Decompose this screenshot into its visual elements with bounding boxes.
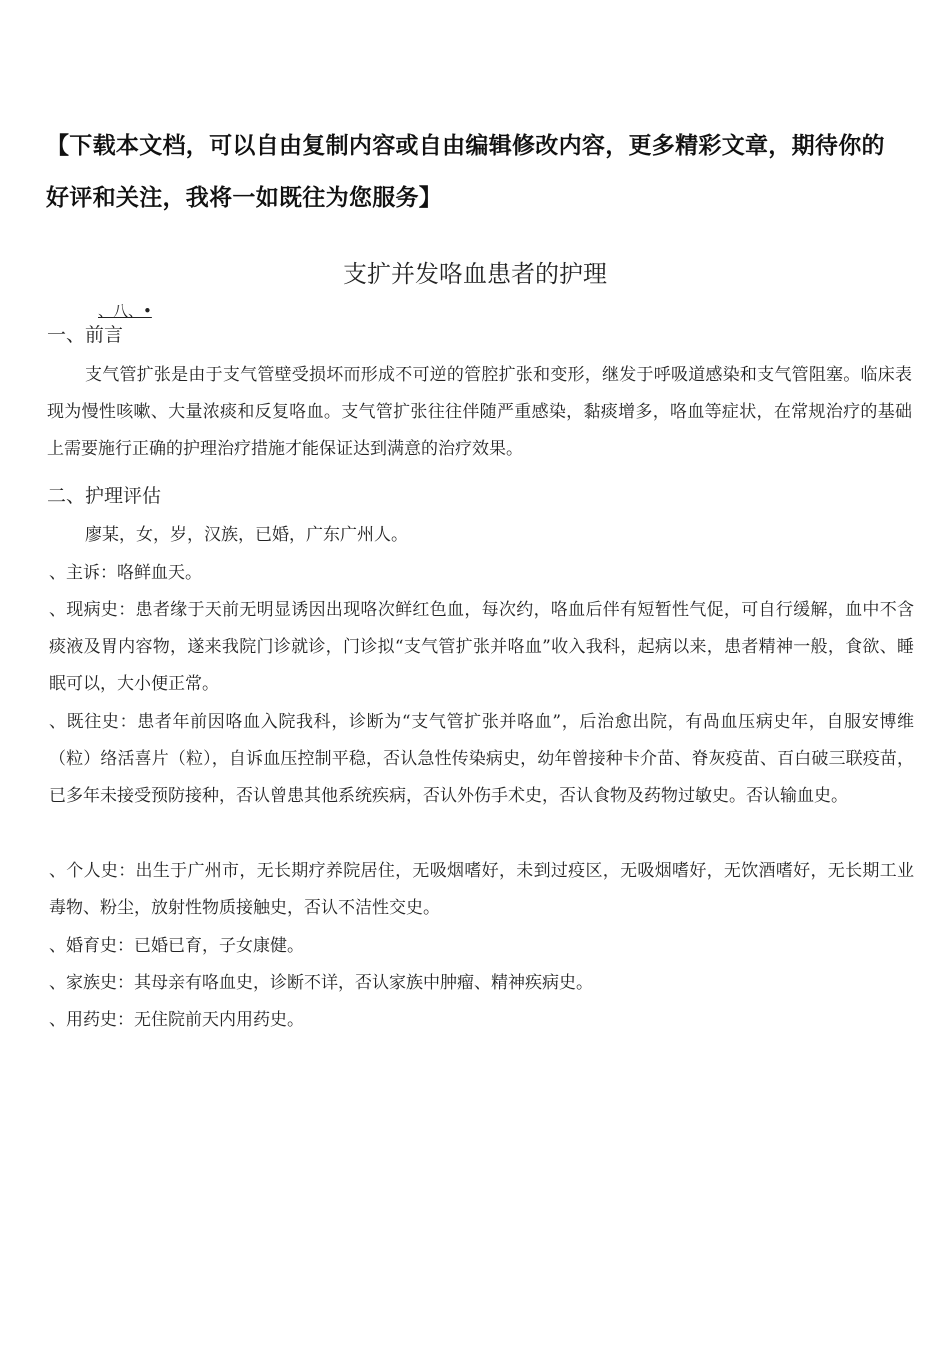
section-heading-intro: 一、前言 bbox=[47, 324, 124, 346]
list-item-marital-history: 、婚育史：已婚已育，子女康健。 bbox=[49, 936, 304, 956]
list-item-medication-history: 、用药史：无住院前天内用药史。 bbox=[49, 1010, 304, 1030]
section-marker: 、八、• bbox=[98, 302, 152, 320]
patient-info: 廖某，女，岁，汉族，已婚，广东广州人。 bbox=[85, 525, 408, 545]
list-item-past-history: 、既往史：患者年前因咯血入院我科，诊断为“支气管扩张并咯血”，后治愈出院，有咼血压病史年，自服安博维（粒）络活喜片（粒），自诉血压控制平稳，否认急性传染病史，幼年曾接种卡介苗、脊灰疫苗、百白破三联疫苗，已多年未接受预防接种，否认曾患其他系统疾病，否认外伤手术史，否认食物及药物过敏史。否认输血史。 bbox=[49, 712, 914, 806]
list-item-personal-history: 、个人史：出生于广州市，无长期疗养院居住，无吸烟嗜好，未到过疫区，无吸烟嗜好，无饮酒嗜好，无长期工业毒物、粉尘，放射性物质接触史，否认不洁性交史。 bbox=[49, 861, 914, 918]
list-item-family-history: 、家族史：其母亲有咯血史，诊断不详，否认家族中肿瘤、精神疾病史。 bbox=[49, 973, 593, 993]
list-item-present-illness: 、现病史：患者缘于天前无明显诱因出现咯次鲜红色血，每次约，咯血后伴有短暂性气促，可自行缓解，血中不含痰液及胃内容物，遂来我院门诊就诊，门诊拟“支气管扩张并咯血”收入我科，起病以来，患者精神一般，食欲、睡眠可以，大小便正常。 bbox=[49, 600, 914, 694]
intro-paragraph: 支气管扩张是由于支气管壁受损坏而形成不可逆的管腔扩张和变形，继发于呼吸道感染和支气管阻塞。临床表现为慢性咳嗽、大量浓痰和反复咯血。支气管扩张往往伴随严重感染，黏痰增多，咯血等症状，在常规治疗的基础上需要施行正确的护理治疗措施才能保证达到满意的治疗效果。 bbox=[47, 365, 912, 459]
section-heading-assessment: 二、护理评估 bbox=[47, 485, 162, 507]
document-title: 支扩并发咯血患者的护理 bbox=[343, 260, 607, 288]
download-banner: 【下载本文档，可以自由复制内容或自由编辑修改内容，更多精彩文章，期待你的好评和关注，我将一如既往为您服务】 bbox=[46, 133, 885, 211]
list-item-chief-complaint: 、主诉：咯鲜血天。 bbox=[49, 563, 202, 583]
